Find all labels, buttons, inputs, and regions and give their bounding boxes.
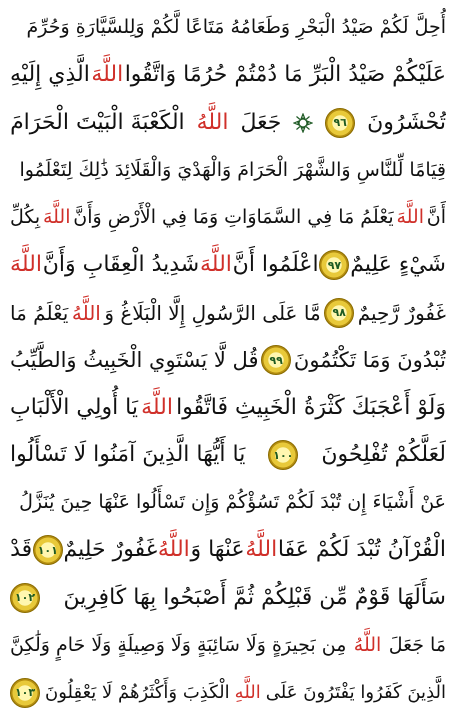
verse-text: أَنَّ (426, 206, 446, 229)
verse-line (10, 4, 446, 52)
sajda-ornament-icon (293, 113, 313, 133)
verse-line (10, 99, 446, 147)
ayah-number-marker: ١٠١ (33, 535, 63, 565)
verse-line (10, 242, 446, 290)
verse-line (10, 527, 446, 575)
verse-text: عَلَيْكُمْ صَيْدُ الْبَرِّ مَا دُمْتُمْ حُرُمًا وَاتَّقُوا (124, 62, 446, 88)
verse-text: اعْلَمُوا أَنَّ (232, 252, 319, 278)
verse-text: غَفُورٌ حَلِيمٌ (63, 537, 158, 563)
verse-text: الَّذِي إِلَيْهِ (10, 62, 90, 88)
divine-name-word: اللَّهِ (234, 681, 261, 703)
divine-name-word: اللَّهُ (353, 633, 382, 656)
ayah-number-marker: ١٠٠ (268, 440, 298, 470)
verse-lines (10, 4, 446, 717)
verse-text: تُبْدُونَ وَمَا تَكْتُمُونَ (293, 347, 446, 372)
verse-text: الَّذِينَ كَفَرُوا يَفْتَرُونَ عَلَى (265, 681, 446, 703)
divine-name-word: اللَّهُ (71, 300, 101, 325)
ayah-number-marker: ١٠٢ (10, 583, 40, 613)
verse-line (10, 574, 446, 622)
divine-name-word: اللَّهَ (10, 252, 42, 278)
ayah-number-marker: ١٠٣ (10, 678, 40, 708)
verse-text: مِن بَحِيرَةٍ وَلَا سَائِبَةٍ وَلَا وَصِيلَةٍ وَلَا حَامٍ وَلَٰكِنَّ (10, 633, 347, 656)
verse-text: مَّا عَلَى الرَّسُولِ إِلَّا الْبَلَاغُ وَ (104, 300, 321, 325)
verse-text: مَا جَعَلَ (388, 633, 446, 656)
verse-text: جَعَلَ (240, 109, 282, 135)
verse-text: عَنْ أَشْيَاءَ إِن تُبْدَ لَكُمْ تَسُؤْكُمْ وَإِن تَسْأَلُوا عَنْهَا حِينَ يُنَزَّلُ (19, 491, 446, 514)
ayah-number-marker: ٩٦ (325, 108, 355, 138)
verse-line (10, 669, 446, 717)
verse-text: أُحِلَّ لَكُمْ صَيْدُ الْبَحْرِ وَطَعَامُهُ مَتَاعًا لَّكُمْ وَلِلسَّيَّارَةِ وَحُرِّمَ (26, 16, 446, 39)
verse-text: بِكُلِّ (10, 206, 41, 229)
verse-text: الْقُرْآنُ تُبْدَ لَكُمْ عَفَا (277, 537, 446, 563)
verse-text: قُل لَّا يَسْتَوِي الْخَبِيثُ وَالطَّيِّبُ (10, 347, 259, 372)
verse-line (10, 194, 446, 242)
ayah-number-marker: ٩٩ (261, 345, 291, 375)
verse-text: شَيْءٍ عَلِيمٌ (350, 252, 446, 278)
verse-text: قِيَامًا لِّلنَّاسِ وَالشَّهْرَ الْحَرَامَ وَالْهَدْيَ وَالْقَلَائِدَ ذَٰلِكَ لِتَعْلَمُوا (19, 158, 446, 181)
verse-line (10, 384, 446, 432)
verse-text: عَنْهَا وَ (190, 537, 245, 563)
verse-line (10, 52, 446, 100)
verse-text: يَا أُولِي الْأَلْبَابِ (10, 394, 139, 420)
verse-line (10, 432, 446, 480)
verse-text: سَأَلَهَا قَوْمٌ مِّن قَبْلِكُمْ ثُمَّ أَصْبَحُوا بِهَا كَافِرِينَ (63, 584, 446, 610)
verse-text: يَعْلَمُ مَا فِي السَّمَاوَاتِ وَمَا فِي الْأَرْضِ وَأَنَّ (73, 206, 394, 229)
ayah-number-marker: ٩٧ (319, 250, 349, 280)
verse-text: تُحْشَرُونَ (367, 109, 446, 135)
verse-line (10, 289, 446, 337)
divine-name-word: اللَّهُ (245, 537, 278, 563)
verse-text: غَفُورٌ رَّحِيمٌ (357, 300, 446, 325)
divine-name-word: اللَّهَ (396, 206, 424, 229)
divine-name-word: اللَّهَ (42, 206, 71, 229)
verse-text: الْكَعْبَةَ الْبَيْتَ الْحَرَامَ (10, 109, 185, 135)
ayah-number-marker: ٩٨ (324, 298, 354, 328)
divine-name-word: اللَّهَ (200, 252, 232, 278)
divine-name-word: اللَّهَ (91, 62, 124, 88)
verse-text: يَا أَيُّهَا الَّذِينَ آمَنُوا لَا تَسْأَلُوا (10, 442, 246, 468)
verse-text: شَدِيدُ الْعِقَابِ وَأَنَّ (42, 252, 200, 278)
verse-text: لَعَلَّكُمْ تُفْلِحُونَ (321, 442, 446, 468)
verse-text: وَلَوْ أَعْجَبَكَ كَثْرَةُ الْخَبِيثِ فَاتَّقُوا (176, 394, 446, 420)
verse-line (10, 622, 446, 670)
verse-text: قَدْ (10, 537, 33, 563)
verse-line (10, 337, 446, 385)
divine-name-word: اللَّهُ (157, 537, 190, 563)
verse-text: الْكَذِبَ وَأَكْثَرُهُمْ لَا يَعْقِلُونَ (45, 681, 230, 703)
verse-line (10, 479, 446, 527)
divine-name-word: اللَّهَ (141, 394, 173, 420)
divine-name-word: اللَّهُ (196, 109, 229, 135)
verse-text: يَعْلَمُ مَا (10, 300, 69, 325)
verse-line (10, 147, 446, 195)
